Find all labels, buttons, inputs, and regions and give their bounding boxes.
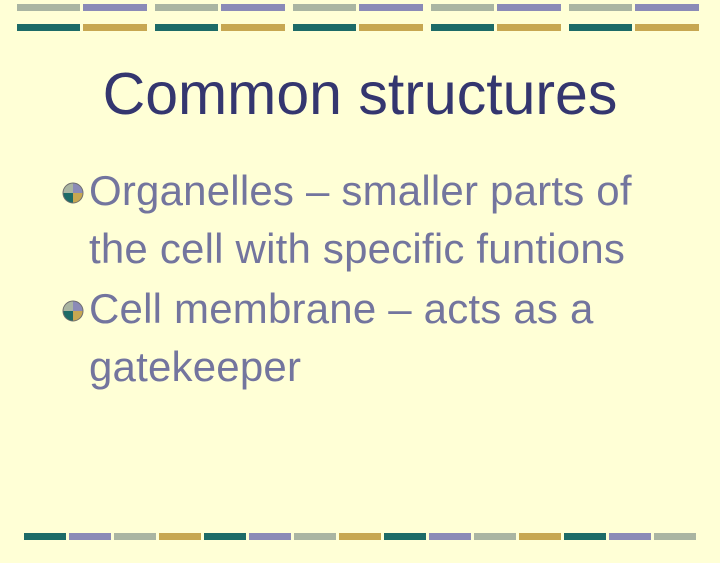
top-band-segment	[635, 24, 699, 31]
top-band-segment	[293, 24, 356, 31]
top-band-segment	[83, 4, 147, 11]
bottom-band-segment	[564, 533, 606, 540]
bottom-band-segment	[609, 533, 651, 540]
bottom-band-segment	[69, 533, 111, 540]
top-band-segment	[431, 24, 494, 31]
bottom-band-segment	[204, 533, 246, 540]
top-decorative-band	[0, 4, 720, 34]
bottom-decorative-band	[0, 533, 720, 563]
bottom-band-segment	[159, 533, 201, 540]
bottom-band-segment	[294, 533, 336, 540]
top-band-segment	[221, 4, 285, 11]
sphere-bullet-icon	[62, 300, 84, 322]
bottom-band-segment	[339, 533, 381, 540]
top-band-segment	[155, 24, 218, 31]
top-band-segment	[431, 4, 494, 11]
bottom-band-segment	[474, 533, 516, 540]
top-band-segment	[569, 24, 632, 31]
top-band-segment	[83, 15, 147, 22]
bottom-band-segment	[384, 533, 426, 540]
top-band-segment	[635, 4, 699, 11]
top-band-tile	[569, 4, 699, 34]
bottom-band-segment	[429, 533, 471, 540]
top-band-segment	[497, 24, 561, 31]
top-band-tile	[17, 4, 147, 34]
sphere-bullet-icon	[62, 182, 84, 204]
top-band-segment	[359, 4, 423, 11]
bullet-text: Cell membrane – acts as a gatekeeper	[89, 285, 594, 390]
top-band-segment	[155, 4, 218, 11]
slide-title: Common structures	[102, 61, 618, 127]
top-band-segment	[359, 24, 423, 31]
top-band-segment	[17, 15, 80, 22]
top-band-segment	[83, 24, 147, 31]
bottom-band-segment	[24, 533, 66, 540]
bullet-list	[62, 162, 682, 398]
top-band-segment	[221, 24, 285, 31]
bottom-band-segment	[519, 533, 561, 540]
top-band-tile	[431, 4, 561, 34]
bullet-item	[62, 162, 682, 278]
bullet-item	[62, 280, 682, 396]
top-band-segment	[497, 4, 561, 11]
top-band-segment	[569, 4, 632, 11]
top-band-tile	[293, 4, 423, 34]
bottom-band-segment	[654, 533, 696, 540]
bottom-band-segment	[249, 533, 291, 540]
bullet-text: Organelles – smaller parts of the cell with specific funtions	[89, 167, 632, 272]
top-band-segment	[17, 4, 80, 11]
bottom-band-segment	[114, 533, 156, 540]
top-band-segment	[293, 4, 356, 11]
top-band-tile	[155, 4, 285, 34]
top-band-segment	[17, 24, 80, 31]
